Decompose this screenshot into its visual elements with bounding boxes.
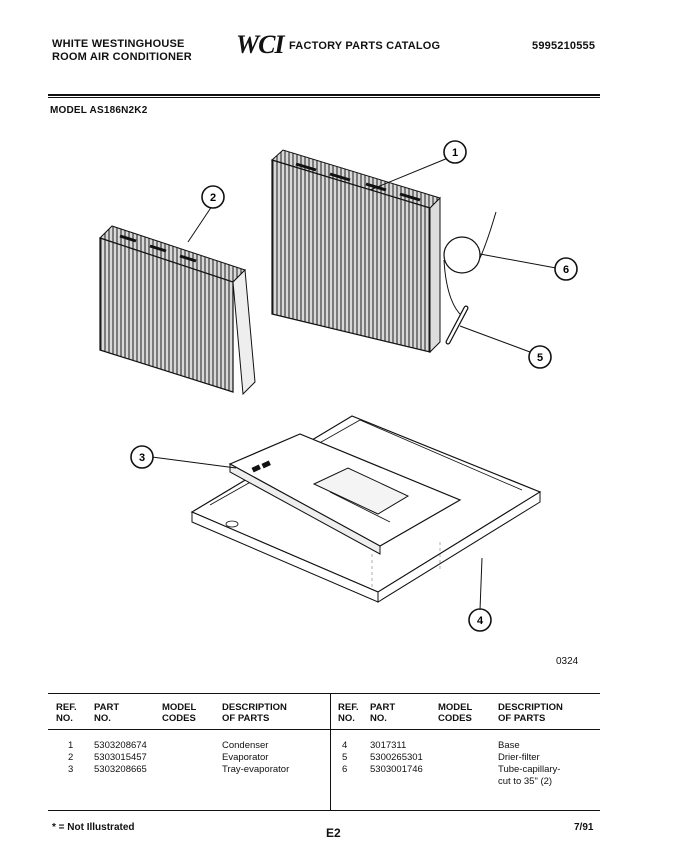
header-desc-right: DESCRIPTION OF PARTS [498,702,563,724]
catalog-number: 5995210555 [532,40,596,52]
wci-logo: WCI [236,30,284,59]
table-row-part: 5303208665 [94,764,147,775]
table-row-part: 5303208674 [94,740,147,751]
callout-2 [202,186,224,208]
table-row-desc: Base [498,740,520,751]
right-desc-col [498,740,560,788]
table-row-desc: Tube-capillary- [498,764,561,775]
header-model-right: MODEL CODES [438,702,473,724]
table-row-part: 5300265301 [370,752,423,763]
table-row-ref: 4 [342,740,348,751]
right-ref-col [342,740,347,776]
figure-code: 0324 [556,656,579,667]
callout-4-label: 4 [476,615,484,627]
capillary-tube [444,212,496,316]
brand-line-1: WHITE WESTINGHOUSE [52,38,185,50]
catalog-title: FACTORY PARTS CATALOG [289,40,441,52]
table-row-ref: 6 [342,764,348,775]
left-part-col [94,740,147,776]
revision-date: 7/91 [574,822,594,833]
callout-2-label: 2 [209,192,217,204]
table-row-ref: 1 [68,740,74,751]
table-row-desc: Tray-evaporator [222,764,290,775]
not-illustrated-note: * = Not Illustrated [52,822,135,833]
model-label: MODEL AS186N2K2 [50,105,148,116]
callout-6 [555,258,577,280]
table-row-desc: Evaporator [222,752,269,763]
table-row-part: 5303015457 [94,752,147,763]
callout-5-label: 5 [536,352,544,364]
header-ref-right: REF. NO. [338,702,359,724]
page-number: E2 [326,826,341,840]
table-row-ref: 2 [68,752,74,763]
brand-block [52,38,192,64]
header-part-right: PART NO. [370,702,396,724]
callout-3 [131,446,153,468]
table-rule-bottom [48,810,600,811]
drier-filter [448,308,466,342]
header-ref-left: REF. NO. [56,702,77,724]
table-row-part: 5303001746 [370,764,423,775]
callout-1 [444,141,466,163]
header-rule-top [48,94,600,96]
table-rule-top [48,693,600,694]
table-row-ref: 5 [342,752,348,763]
left-desc-col [222,740,289,776]
brand-line-2: ROOM AIR CONDITIONER [52,51,192,63]
right-part-col [370,740,423,776]
callout-4 [469,609,491,631]
table-rule-mid [48,729,600,730]
table-row-desc-cont: cut to 35" (2) [498,776,553,787]
header-part-left: PART NO. [94,702,120,724]
left-ref-col [68,740,73,776]
callout-1-label: 1 [451,147,459,159]
header-rule-bottom [48,97,600,98]
table-row-part: 3017311 [370,740,407,751]
condenser-coil [272,150,440,352]
table-row-ref: 3 [68,764,74,775]
header-model-left: MODEL CODES [162,702,197,724]
exploded-parts-diagram [0,120,680,680]
table-row-desc: Condenser [222,740,269,751]
callout-6-label: 6 [562,264,570,276]
callout-3-label: 3 [138,452,146,464]
table-row-desc: Drier-filter [498,752,540,763]
callout-5 [529,346,551,368]
evaporator-coil [100,226,255,394]
table-divider [330,694,331,810]
header-desc-left: DESCRIPTION OF PARTS [222,702,287,724]
